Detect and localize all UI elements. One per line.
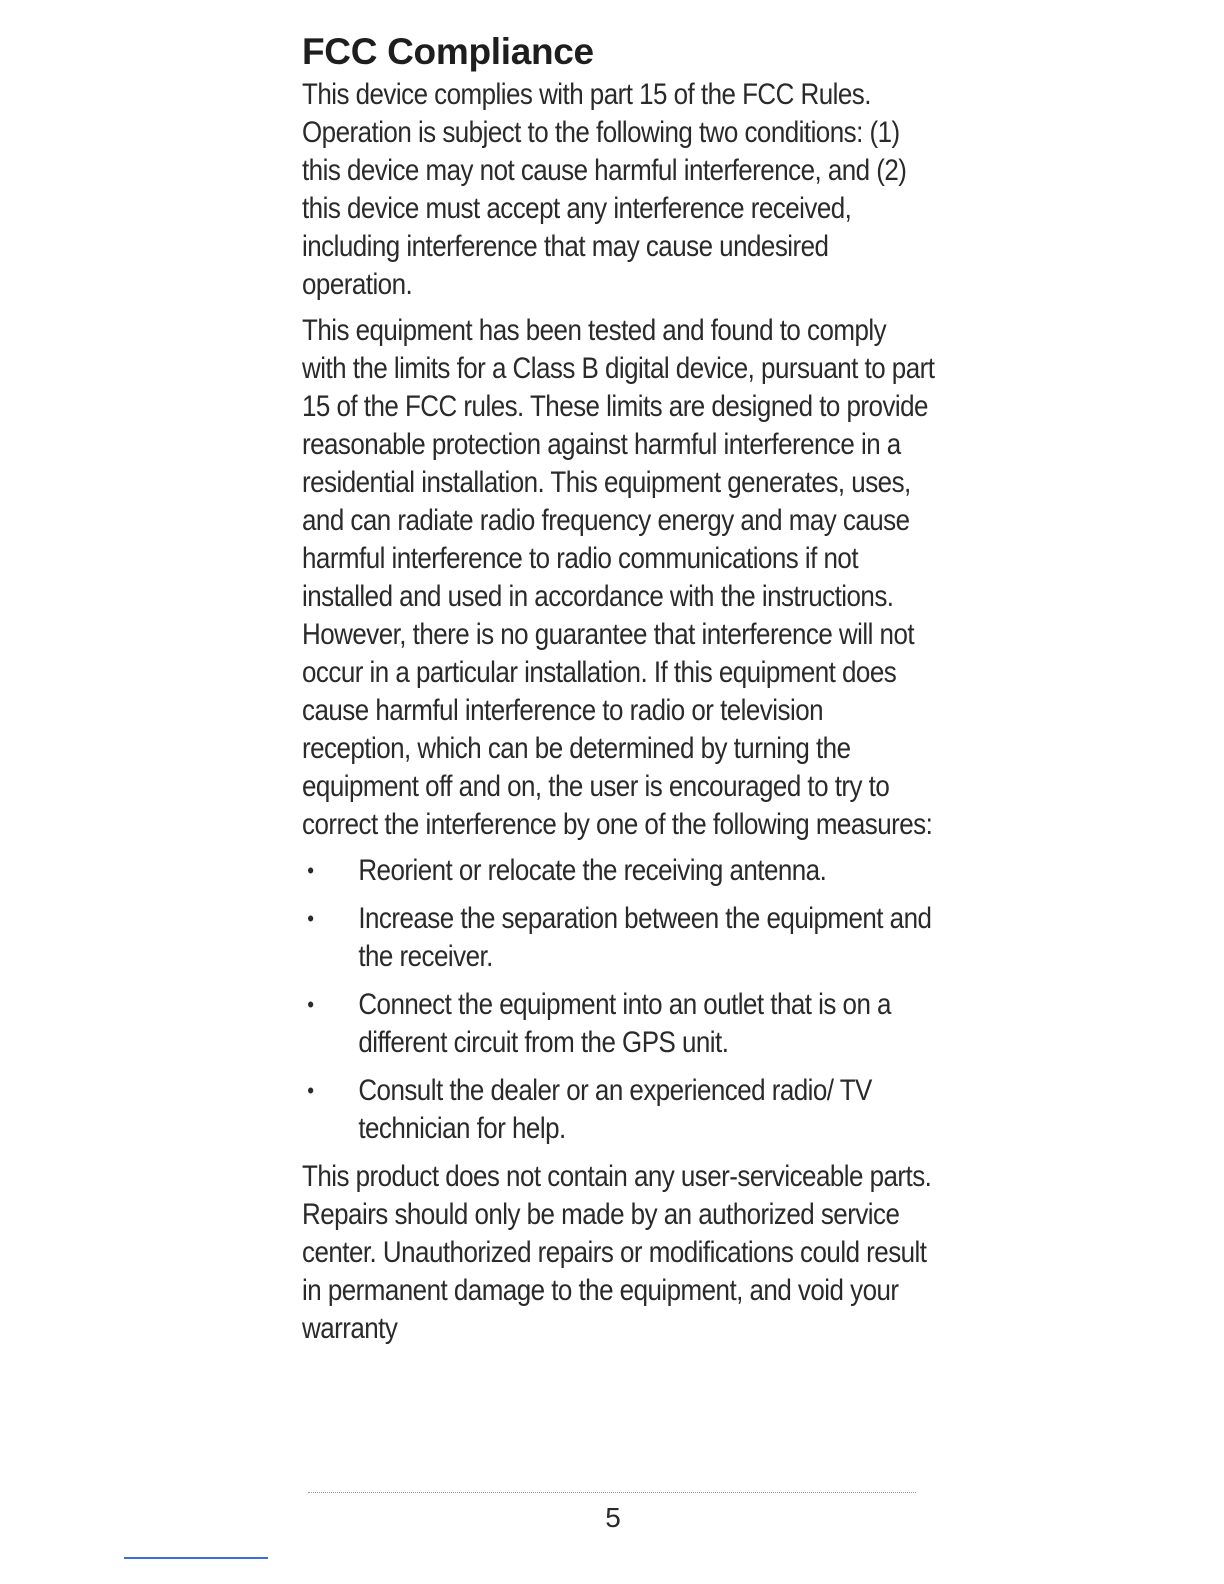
paragraph-compliance-conditions: This device complies with part 15 of the FCC Rules. Operation is subject to the following two conditions: (1) this device may not cause harmful interference, and (2) this device must accept any interference received, including interference that may cause undesired operation. [302,78,907,301]
list-item [302,900,936,976]
paragraph-class-b-limits: This equipment has been tested and found to comply with the limits for a Class B digital device, pursuant to part 15 of the FCC rules. These limits are designed to provide reasonable protection against harmful interference in a residential installation. This equipment generates, uses, and can radiate radio frequency energy and may cause harmful interference to radio communications if not installed and used in accordance with the instructions. However, there is no guarantee that interference will not occur in a particular installation. If this equipment does cause harmful interference to radio or television reception, which can be determined by turning the equipment off and on, the user is encouraged to try to correct the interference by one of the following measures: [302,314,935,841]
list-item-text: Increase the separation between the equipment and the receiver. [358,902,932,973]
list-item-text: Consult the dealer or an experienced radio/ TV technician for help. [358,1074,872,1145]
bullet-icon: • [307,858,314,883]
list-item [302,1072,936,1148]
corner-line [124,1557,268,1559]
list-item [302,852,936,890]
page-number: 5 [605,1502,621,1533]
paragraph-serviceable-parts: This product does not contain any user-serviceable parts. Repairs should only be made by an authorized service center. Unauthorized repairs or modifications could result in permanent damage to the equipment, and void your warranty [302,1160,932,1345]
footer-divider [308,1492,916,1493]
bullet-icon: • [307,992,314,1017]
list-item-text: Connect the equipment into an outlet that is on a different circuit from the GPS unit. [358,988,891,1059]
list-item [302,986,936,1062]
bullet-icon: • [307,906,314,931]
list-item-text: Reorient or relocate the receiving antenna. [358,854,827,887]
page-content [302,30,942,1356]
page-title: FCC Compliance [302,31,594,72]
measures-list [302,852,936,1148]
bullet-icon: • [307,1078,314,1103]
